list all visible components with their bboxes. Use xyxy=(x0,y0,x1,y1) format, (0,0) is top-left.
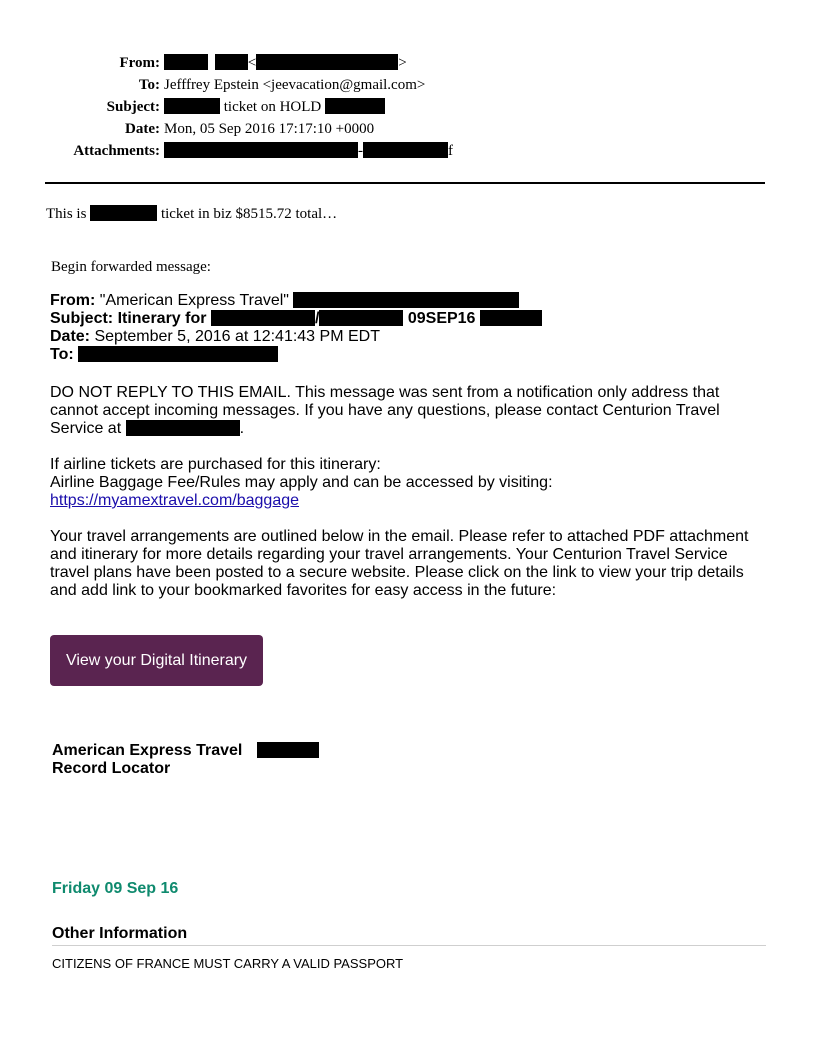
date-label: Date: xyxy=(125,121,160,137)
redaction-block xyxy=(319,310,403,326)
itinerary-day: Friday 09 Sep 16 xyxy=(52,880,179,897)
travel-arrangements-paragraph: Your travel arrangements are outlined below in the email. Please refer to attached PDF attachment and itinerary for more details regarding your travel arrangements. Your Centurion Travel Service travel plans have been posted to a secure website. Please click on the link to view your trip details and add link to your bookmarked favorites for easy access in the future: xyxy=(50,528,749,599)
subject-label: Subject: xyxy=(106,99,160,115)
section-divider xyxy=(52,945,766,946)
angle-close: > xyxy=(398,55,407,71)
from-value xyxy=(164,52,407,74)
view-itinerary-button[interactable]: View your Digital Itinerary xyxy=(50,635,263,686)
redaction-block xyxy=(78,346,278,362)
from-label: From: xyxy=(119,55,160,71)
header-from-row xyxy=(0,52,816,74)
redaction-block xyxy=(211,310,315,326)
fwd-to-label: To: xyxy=(50,346,74,363)
redaction-block xyxy=(164,98,220,114)
redaction-block xyxy=(126,420,240,436)
fwd-date-label: Date: xyxy=(50,328,91,345)
redaction-block xyxy=(257,742,319,758)
header-divider xyxy=(45,182,765,184)
fwd-from-value: "American Express Travel" xyxy=(99,292,289,309)
no-reply-paragraph xyxy=(50,384,770,438)
attachments-label: Attachments: xyxy=(73,143,160,159)
fwd-from-label: From: xyxy=(50,292,96,309)
redaction-block xyxy=(90,205,157,221)
header-subject-row xyxy=(0,96,816,118)
to-value: Jefffrey Epstein <jeevacation@gmail.com> xyxy=(164,77,426,93)
subject-text: ticket on HOLD xyxy=(223,99,322,115)
record-line-2: Record Locator xyxy=(52,760,171,777)
attachments-value[interactable] xyxy=(164,140,453,162)
baggage-paragraph xyxy=(50,456,770,510)
redaction-block xyxy=(325,98,385,114)
passport-note: CITIZENS OF FRANCE MUST CARRY A VALID PASSPORT xyxy=(52,956,404,971)
fwd-date-value: September 5, 2016 at 12:41:43 PM EDT xyxy=(94,328,380,345)
forwarded-header xyxy=(50,292,542,364)
fwd-to-row xyxy=(50,346,542,364)
redaction-block xyxy=(215,54,248,70)
redaction-block xyxy=(363,142,448,158)
record-locator xyxy=(52,742,319,778)
attachments-separator: - xyxy=(358,143,363,159)
angle-open: < xyxy=(247,55,257,71)
fwd-subject-sep: / xyxy=(314,310,320,327)
record-line-1 xyxy=(52,742,319,760)
baggage-line-2: Airline Baggage Fee/Rules may apply and can be accessed by visiting: xyxy=(50,474,553,491)
record-line-1-text: American Express Travel xyxy=(52,742,243,759)
redaction-block xyxy=(256,54,398,70)
header-to-row xyxy=(0,74,816,96)
baggage-line-1: If airline tickets are purchased for this itinerary: xyxy=(50,456,381,473)
date-value: Mon, 05 Sep 2016 17:17:10 +0000 xyxy=(164,121,375,137)
fwd-subject-row xyxy=(50,310,542,328)
attachments-tail: f xyxy=(448,143,453,159)
header-date-row xyxy=(0,118,816,140)
header-attachments-row xyxy=(0,140,816,162)
fwd-subject-label: Subject: Itinerary for xyxy=(50,310,207,327)
fwd-date-row xyxy=(50,328,542,346)
intro-line xyxy=(46,204,337,224)
intro-suffix: ticket in biz $8515.72 total… xyxy=(160,206,338,222)
intro-prefix: This is xyxy=(46,206,87,222)
fwd-subject-date: 09SEP16 xyxy=(407,310,476,327)
redaction-block xyxy=(480,310,542,326)
fwd-from-row xyxy=(50,292,542,310)
to-label: To: xyxy=(138,77,160,93)
redaction-block xyxy=(293,292,519,308)
no-reply-end: . xyxy=(239,420,245,437)
email-header xyxy=(0,52,816,162)
redaction-block xyxy=(164,142,358,158)
no-reply-text: DO NOT REPLY TO THIS EMAIL. This message was sent from a notification only address that cannot accept incoming messages. If you have any questions, please contact Centurion Travel Service at xyxy=(50,384,720,437)
other-information-title: Other Information xyxy=(52,925,188,942)
subject-value xyxy=(164,96,385,118)
forwarded-label: Begin forwarded message: xyxy=(51,259,211,275)
redaction-block xyxy=(164,54,208,70)
baggage-link[interactable]: https://myamextravel.com/baggage xyxy=(50,492,300,509)
